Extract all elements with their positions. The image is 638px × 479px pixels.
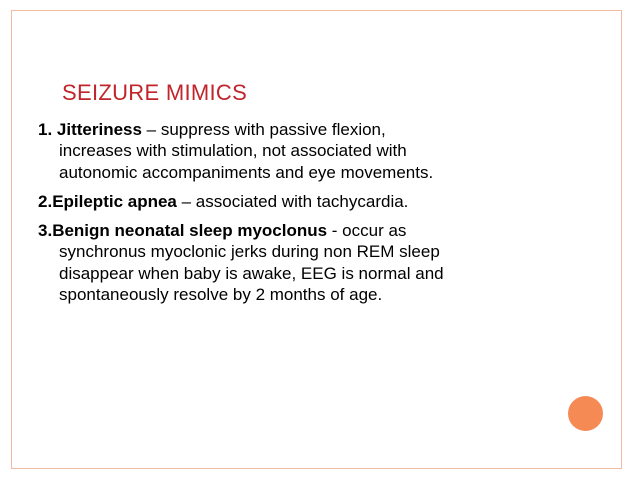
item-term: Benign neonatal sleep myoclonus: [52, 221, 328, 241]
list-item-epileptic-apnea: [38, 191, 538, 212]
item-text: increases with stimulation, not associated with: [59, 141, 407, 161]
item-text: – suppress with passive flexion,: [141, 120, 386, 139]
item-text: spontaneously resolve by 2 months of age.: [59, 285, 383, 305]
item-term: Jitteriness: [56, 120, 142, 139]
slide-body: [38, 119, 538, 313]
item-text: - occur as: [327, 221, 407, 241]
item-text: – associated with tachycardia.: [176, 191, 409, 211]
item-text: autonomic accompaniments and eye movements.: [59, 162, 434, 182]
item-number: 3.: [38, 221, 53, 241]
slide-title: SEIZURE MIMICS: [62, 80, 248, 105]
list-item-jitteriness: [38, 119, 538, 183]
item-text: synchronus myoclonic jerks during non REM sleep: [59, 242, 440, 262]
item-number: 2.: [38, 191, 53, 211]
item-number: 1.: [38, 120, 57, 139]
list-item-sleep-myoclonus: [38, 220, 538, 305]
item-term: Epileptic apnea: [52, 191, 177, 211]
item-text: disappear when baby is awake, EEG is normal and: [59, 263, 444, 283]
decorative-circle: [568, 396, 603, 431]
